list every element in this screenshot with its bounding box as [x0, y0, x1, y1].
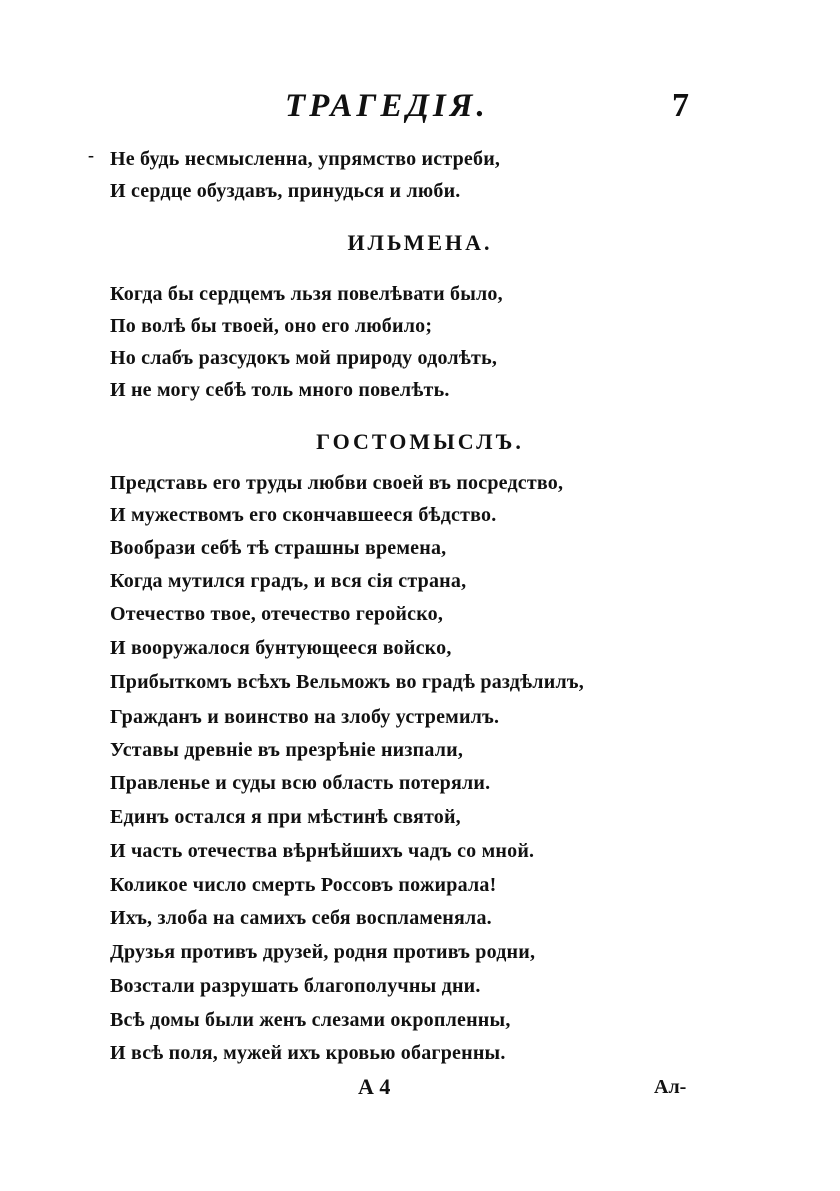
verse-line: Друзья противъ друзей, родня противъ родни,	[110, 941, 536, 963]
verse-line: Коликое число смерть Россовъ пожирала!	[110, 874, 497, 896]
margin-mark: -	[88, 145, 94, 165]
running-title: ТРАГЕДІЯ.	[285, 88, 489, 124]
verse-line: Не будь несмысленна, упрямство истреби,	[110, 148, 501, 170]
verse-line: И мужествомъ его скончавшееся бѣдство.	[110, 504, 497, 526]
verse-line: И не могу себѣ толь много повелѣть.	[110, 379, 450, 401]
speaker-heading-gostomysl: ГОСТОМЫСЛЪ.	[316, 429, 524, 454]
verse-line: Вообрази себѣ тѣ страшны времена,	[110, 537, 447, 559]
verse-line: Когда мутился градъ, и вся сія страна,	[110, 570, 467, 592]
verse-line: Когда бы сердцемъ льзя повелѣвати было,	[110, 283, 503, 305]
printer-signature: А 4	[358, 1074, 391, 1099]
verse-line: Прибыткомъ всѣхъ Вельможъ во градѣ раздѣлилъ,	[110, 671, 584, 693]
page-number: 7	[672, 87, 689, 124]
verse-line: Уставы древніе въ презрѣніе низпали,	[110, 739, 464, 761]
verse-line: Единъ остался я при мѣстинѣ святой,	[110, 806, 461, 828]
verse-line: И вооружалося бунтующееся войско,	[110, 637, 452, 659]
verse-line: И часть отечества вѣрнѣйшихъ чадъ со мной.	[110, 840, 535, 862]
verse-line: Всѣ домы были женъ слезами окропленны,	[110, 1009, 511, 1031]
verse-line: Представь его труды любви своей въ посредство,	[110, 472, 564, 494]
catchword: Ал-	[654, 1076, 687, 1098]
verse-line: Гражданъ и воинство на злобу устремилъ.	[110, 706, 500, 728]
verse-line: И всѣ поля, мужей ихъ кровью обагренны.	[110, 1042, 506, 1064]
verse-line: И сердце обуздавъ, принудься и люби.	[110, 180, 461, 202]
speaker-heading-ilmena: ИЛЬМЕНА.	[347, 230, 493, 255]
verse-line: Ихъ, злоба на самихъ себя воспламеняла.	[110, 907, 492, 929]
verse-line: Отечество твое, отечество геройско,	[110, 603, 444, 625]
running-head	[0, 84, 840, 128]
verse-line: По волѣ бы твоей, оно его любило;	[110, 315, 433, 337]
verse-line: Но слабъ разсудокъ мой природу одолѣть,	[110, 347, 498, 369]
verse-line: Возстали разрушать благополучны дни.	[110, 975, 481, 997]
verse-line: Правленье и суды всю область потеряли.	[110, 772, 491, 794]
